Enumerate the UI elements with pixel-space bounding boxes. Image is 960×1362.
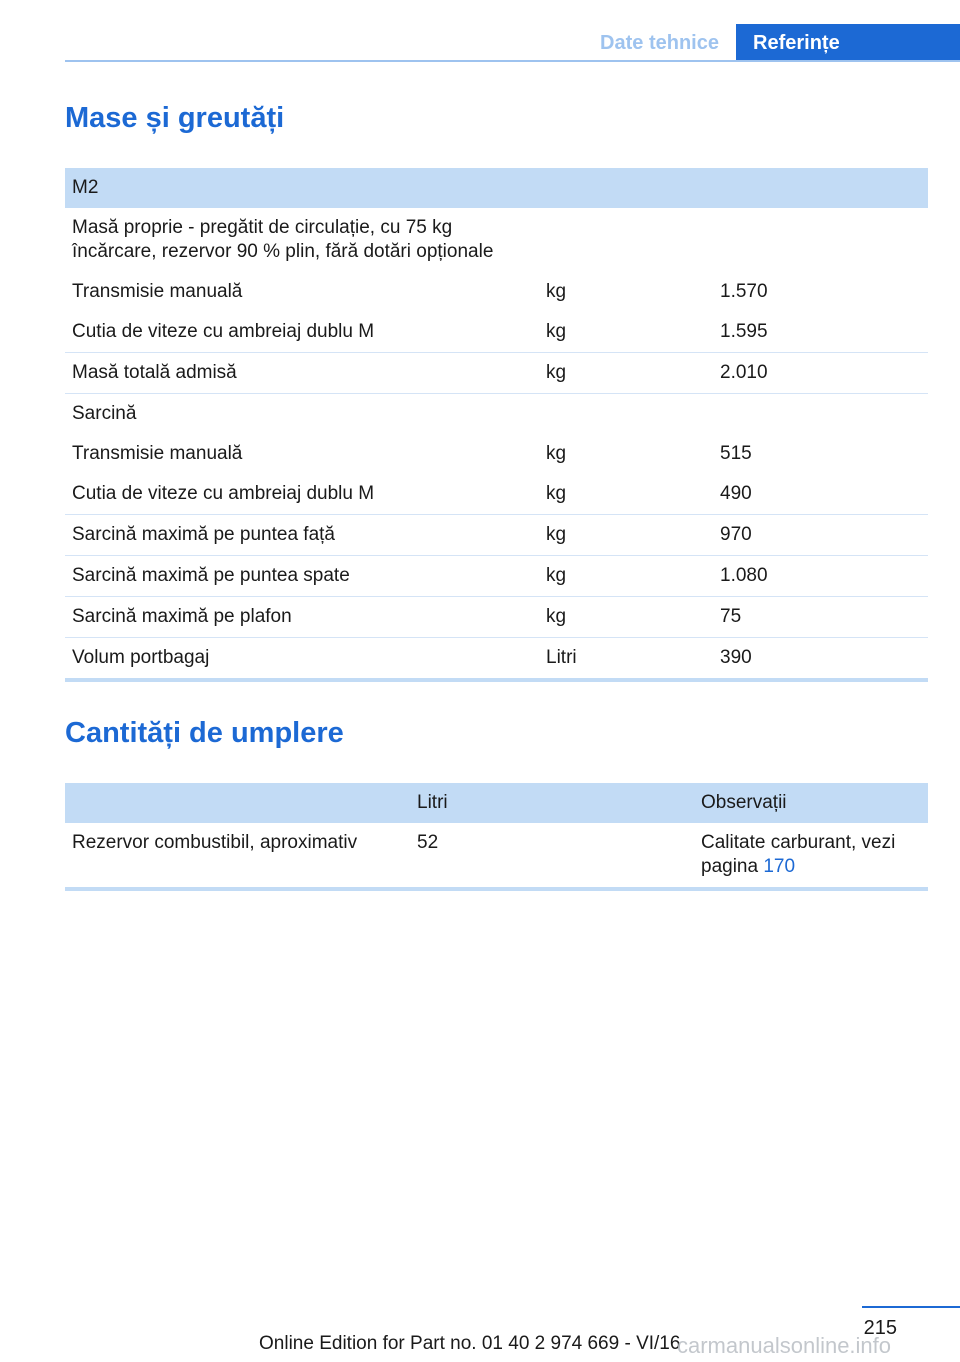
table-row: [65, 394, 928, 435]
table-header-row: [65, 168, 928, 208]
page-number: 215: [863, 1317, 897, 1339]
row-label: Sarcină maximă pe puntea spate: [65, 556, 539, 597]
row-label: Sarcină maximă pe plafon: [65, 597, 539, 638]
table-row: [65, 474, 928, 515]
table-header-row: [65, 783, 928, 823]
section-title-cantitati: Cantități de umplere: [65, 717, 344, 749]
row-unit: Litri: [539, 638, 713, 681]
tab-referinte[interactable]: Referințe: [736, 24, 960, 62]
table-row: [65, 272, 928, 312]
table-row: [65, 597, 928, 638]
weights-table: [65, 168, 928, 682]
row-value: [713, 208, 928, 272]
row-value: 515: [720, 443, 752, 464]
table-row: [65, 434, 928, 474]
row-unit: kg: [539, 312, 713, 353]
tab-date-tehnice[interactable]: Date tehnice: [600, 31, 719, 54]
row-label: Sarcină: [72, 403, 137, 424]
row-unit: kg: [546, 281, 567, 302]
watermark: carmanualsonline.info: [677, 1333, 892, 1358]
row-value: 490: [713, 474, 928, 515]
row-value: 52: [410, 823, 694, 889]
table-row: [65, 353, 928, 394]
row-value: 390: [713, 638, 928, 681]
row-value: 1.595: [713, 312, 928, 353]
row-unit: kg: [539, 474, 713, 515]
table-header-model: M2: [65, 168, 928, 208]
row-label: Volum portbagaj: [65, 638, 539, 681]
row-label: Sarcină maximă pe puntea față: [65, 515, 539, 556]
table-row: [65, 312, 928, 353]
row-value: 75: [713, 597, 928, 638]
row-value: 2.010: [713, 353, 928, 394]
edition-text: Online Edition for Part no. 01 40 2 974 669 - VI/16: [259, 1333, 681, 1354]
section-title-mase: Mase și greutăți: [65, 102, 285, 134]
table-row: [65, 823, 928, 889]
row-label: Cutia de viteze cu ambreiaj dublu M: [65, 474, 539, 515]
page-link[interactable]: 170: [763, 856, 796, 877]
row-value: [713, 394, 928, 435]
row-label: Transmisie manuală: [72, 281, 243, 302]
row-label: Cutia de viteze cu ambreiaj dublu M: [65, 312, 539, 353]
table-row: [65, 208, 928, 272]
row-unit: kg: [539, 597, 713, 638]
table-row: [65, 556, 928, 597]
row-value: 1.570: [720, 281, 768, 302]
row-unit: kg: [539, 515, 713, 556]
column-header-empty: [65, 783, 410, 823]
note-text: Calitate carburant, vezi pagina: [701, 832, 896, 877]
table-row: [65, 515, 928, 556]
row-label: Rezervor combustibil, aproximativ: [65, 823, 410, 889]
header-divider: [65, 60, 960, 62]
row-label: Masă totală admisă: [65, 353, 539, 394]
row-label: Transmisie manuală: [72, 443, 243, 464]
row-value: 1.080: [713, 556, 928, 597]
row-unit: [539, 208, 713, 272]
fill-quantities-table: [65, 783, 928, 891]
row-unit: kg: [539, 556, 713, 597]
footer-divider: [862, 1306, 960, 1308]
row-note: [694, 823, 928, 889]
column-header-observatii: Observații: [694, 783, 928, 823]
row-unit: kg: [546, 443, 567, 464]
table-row: [65, 638, 928, 681]
row-label: Masă proprie - pregătit de circulație, cu 75 kg încărcare, rezervor 90 % plin, fără dotări opționale: [72, 217, 494, 262]
row-unit: kg: [539, 353, 713, 394]
row-unit: [539, 394, 713, 435]
column-header-litri: Litri: [410, 783, 694, 823]
row-value: 970: [713, 515, 928, 556]
